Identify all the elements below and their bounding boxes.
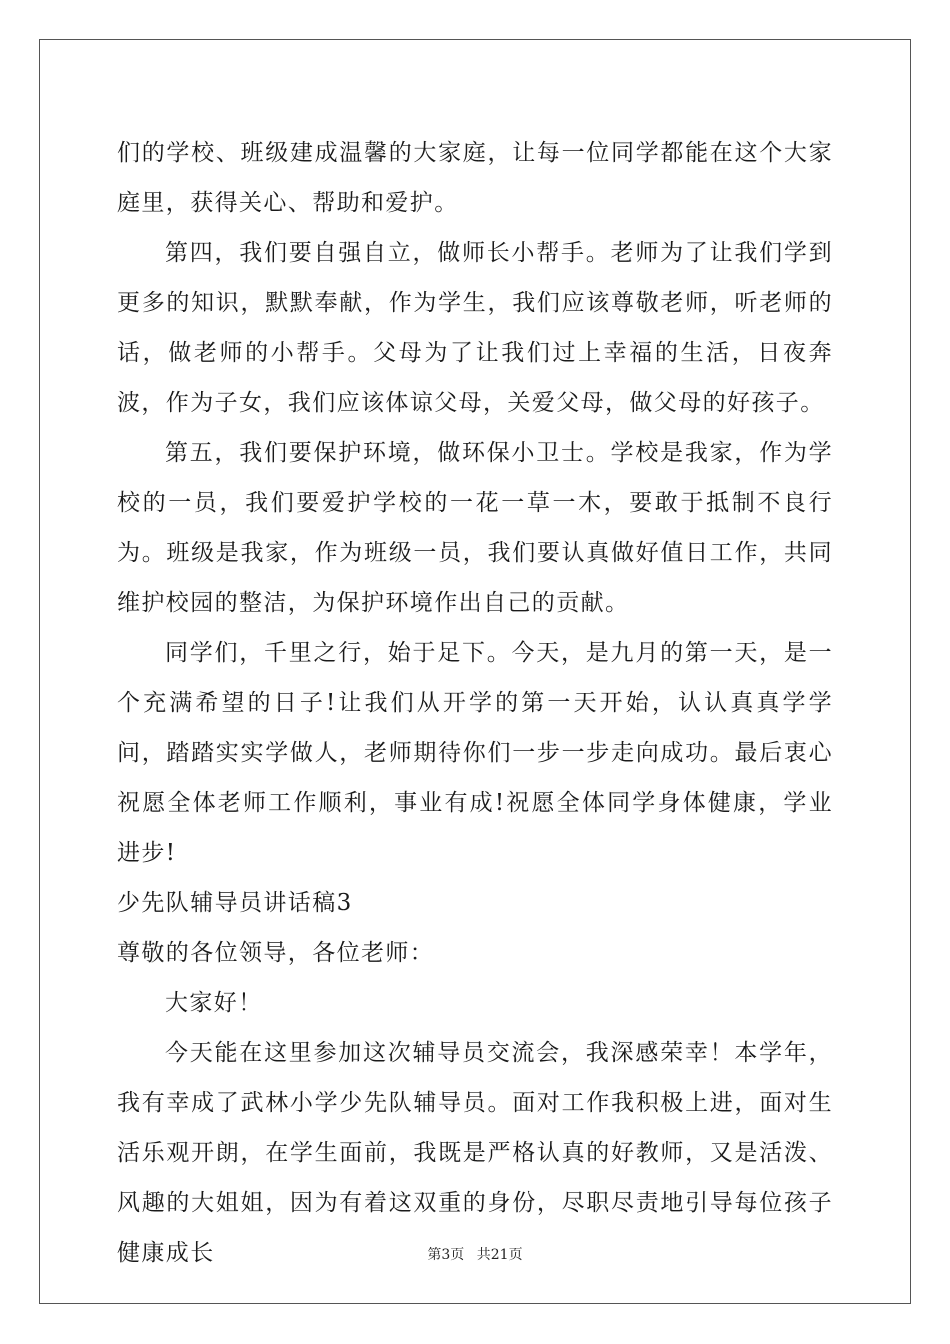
paragraph-2: 第四，我们要自强自立，做师长小帮手。老师为了让我们学到更多的知识，默默奉献，作为学生，我们应该尊敬老师，听老师的话，做老师的小帮手。父母为了让我们过上幸福的生活，日夜奔波，作为子女，我们应该体谅父母，关爱父母，做父母的好孩子。: [117, 240, 833, 416]
greeting: 大家好！: [165, 990, 263, 1016]
paragraph-1: 们的学校、班级建成温馨的大家庭，让每一位同学都能在这个大家庭里，获得关心、帮助和爱护。: [117, 140, 833, 216]
salutation: 尊敬的各位领导，各位老师：: [117, 940, 435, 966]
page-total: 共21页: [476, 1247, 523, 1263]
section-heading: 少先队辅导员讲话稿3: [117, 890, 353, 916]
paragraph-5: 今天能在这里参加这次辅导员交流会，我深感荣幸！本学年，我有幸成了武林小学少先队辅导员。面对工作我积极上进，面对生活乐观开朗，在学生面前，我既是严格认真的好教师，又是活泼、风趣的大姐姐，因为有着这双重的身份，尽职尽责地引导每位孩子健康成长: [117, 1040, 833, 1266]
paragraph-4: 同学们，千里之行，始于足下。今天，是九月的第一天，是一个充满希望的日子!让我们从开学的第一天开始，认认真真学学问，踏踏实实学做人，老师期待你们一步一步走向成功。最后衷心祝愿全体老师工作顺利，事业有成!祝愿全体同学身体健康，学业进步!: [117, 640, 833, 866]
document-body: [117, 128, 833, 1278]
page-number: 第3页: [427, 1247, 465, 1263]
paragraph-3: 第五，我们要保护环境，做环保小卫士。学校是我家，作为学校的一员，我们要爱护学校的一花一草一木，要敢于抵制不良行为。班级是我家，作为班级一员，我们要认真做好值日工作，共同维护校园的整洁，为保护环境作出自己的贡献。: [117, 440, 833, 616]
page-footer: [0, 1244, 950, 1264]
